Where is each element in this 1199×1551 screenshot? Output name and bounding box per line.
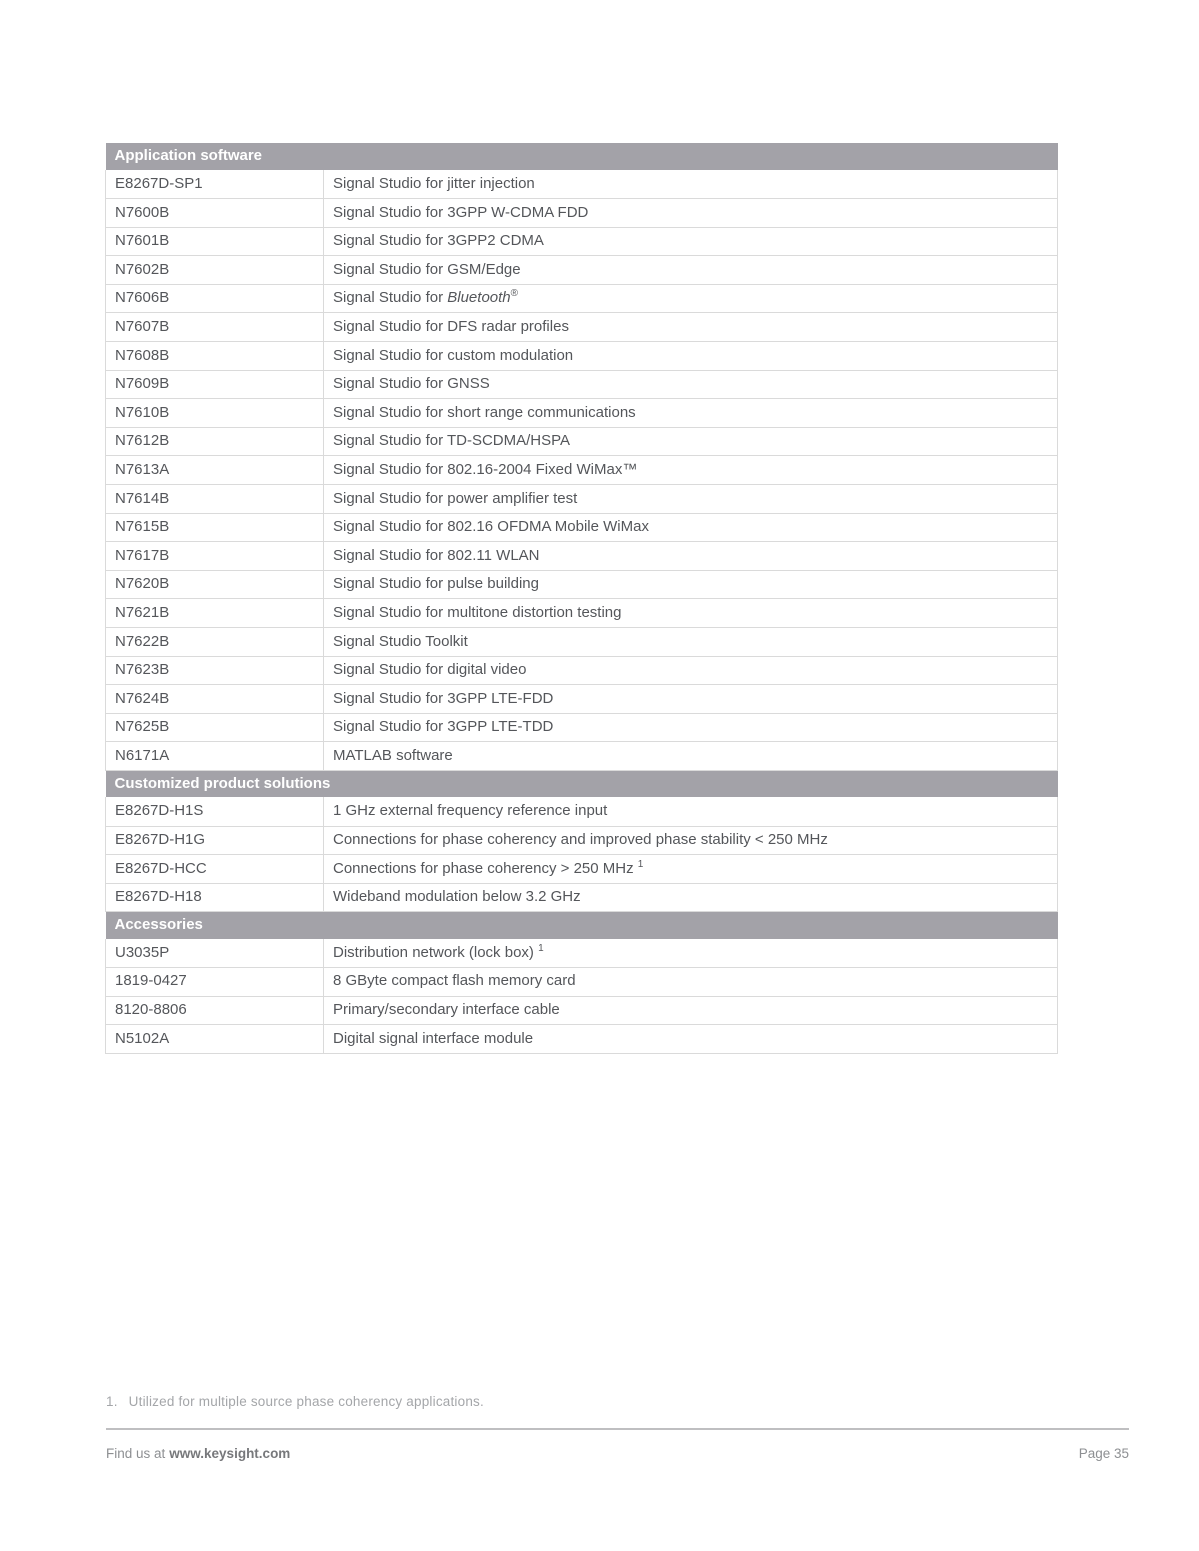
model-cell: N7623B [106,656,324,685]
section-header: Customized product solutions [106,770,1058,797]
section-header: Application software [106,143,1058,170]
table-row [106,427,1058,456]
description-cell [324,284,1058,313]
description-cell: Connections for phase coherency and improved phase stability < 250 MHz [324,826,1058,855]
description-cell: Signal Studio for 3GPP2 CDMA [324,227,1058,256]
model-cell: 8120-8806 [106,996,324,1025]
model-cell: N7622B [106,628,324,657]
model-cell: N7614B [106,485,324,514]
table-row [106,967,1058,996]
table-row [106,628,1058,657]
model-cell: N7606B [106,284,324,313]
footer-divider [106,1428,1129,1430]
table-row [106,227,1058,256]
table-row [106,656,1058,685]
footnote-marker: 1. [106,1394,118,1409]
model-cell: N7602B [106,256,324,285]
description-cell: Signal Studio for power amplifier test [324,485,1058,514]
model-cell: E8267D-HCC [106,855,324,884]
model-cell: N7610B [106,399,324,428]
keysight-url[interactable]: www.keysight.com [169,1446,291,1461]
model-cell: N7609B [106,370,324,399]
table-row [106,742,1058,771]
model-cell: N6171A [106,742,324,771]
table-row [106,996,1058,1025]
description-cell: Primary/secondary interface cable [324,996,1058,1025]
description-cell: Signal Studio for digital video [324,656,1058,685]
description-cell: Signal Studio for GSM/Edge [324,256,1058,285]
model-cell: N7601B [106,227,324,256]
section-header-row [106,770,1058,797]
model-cell: E8267D-H1G [106,826,324,855]
table-row [106,570,1058,599]
model-cell: N7624B [106,685,324,714]
table-row [106,939,1058,968]
description-cell: Signal Studio for 802.16 OFDMA Mobile WiMax [324,513,1058,542]
description-cell: Signal Studio for 3GPP LTE-FDD [324,685,1058,714]
product-options-table [105,143,1058,1054]
description-text-part: 1 [538,942,544,954]
model-cell: N7625B [106,713,324,742]
model-cell: N7617B [106,542,324,571]
section-header: Accessories [106,912,1058,939]
description-cell: Signal Studio for multitone distortion testing [324,599,1058,628]
description-text-part: 1 [637,858,644,870]
table-row [106,826,1058,855]
model-cell: N7613A [106,456,324,485]
description-cell: Signal Studio for pulse building [324,570,1058,599]
page-number: Page 35 [1078,1446,1129,1461]
model-cell: N7607B [106,313,324,342]
description-text-part: Distribution network (lock box) [333,943,539,961]
model-cell: E8267D-H1S [106,797,324,826]
model-cell: N7608B [106,342,324,371]
model-cell: E8267D-SP1 [106,170,324,199]
model-cell: N5102A [106,1025,324,1054]
page-footer [106,1446,1129,1461]
table-row [106,256,1058,285]
table-row [106,713,1058,742]
description-cell: Signal Studio Toolkit [324,628,1058,657]
model-cell: N7600B [106,199,324,228]
description-cell [324,855,1058,884]
table-row [106,313,1058,342]
description-text-part: ® [510,288,519,300]
description-cell: Digital signal interface module [324,1025,1058,1054]
table-row [106,542,1058,571]
table-row [106,399,1058,428]
model-cell: 1819-0427 [106,967,324,996]
description-cell: Signal Studio for 3GPP LTE-TDD [324,713,1058,742]
description-cell: Signal Studio for custom modulation [324,342,1058,371]
description-cell: Signal Studio for 802.11 WLAN [324,542,1058,571]
table-row [106,199,1058,228]
table-row [106,883,1058,912]
description-cell: Signal Studio for GNSS [324,370,1058,399]
section-header-row [106,912,1058,939]
description-cell: 8 GByte compact flash memory card [324,967,1058,996]
model-cell: N7612B [106,427,324,456]
table-row [106,284,1058,313]
table-row [106,456,1058,485]
table-row [106,685,1058,714]
description-text-part: Connections for phase coherency > 250 MHz [333,859,638,877]
table-row [106,370,1058,399]
description-text-part: Bluetooth [447,289,511,307]
footer-find-us-prefix: Find us at [106,1446,166,1461]
description-cell: Signal Studio for short range communications [324,399,1058,428]
description-cell: MATLAB software [324,742,1058,771]
description-cell: Signal Studio for DFS radar profiles [324,313,1058,342]
description-cell: Signal Studio for 3GPP W-CDMA FDD [324,199,1058,228]
footnote-text: Utilized for multiple source phase coherency applications. [128,1394,484,1409]
model-cell: N7621B [106,599,324,628]
section-header-row [106,143,1058,170]
table-row [106,855,1058,884]
model-cell: N7615B [106,513,324,542]
model-cell: E8267D-H18 [106,883,324,912]
description-text-part: Signal Studio for [333,289,448,307]
table-row [106,170,1058,199]
table-row [106,485,1058,514]
table-row [106,513,1058,542]
description-cell: Signal Studio for jitter injection [324,170,1058,199]
table-row [106,599,1058,628]
description-cell: Signal Studio for 802.16-2004 Fixed WiMax™ [324,456,1058,485]
footnote [106,1394,484,1409]
table-row [106,342,1058,371]
table-row [106,1025,1058,1054]
model-cell: U3035P [106,939,324,968]
description-cell: Signal Studio for TD-SCDMA/HSPA [324,427,1058,456]
footer-find-us [106,1446,290,1461]
table-row [106,797,1058,826]
model-cell: N7620B [106,570,324,599]
description-cell [324,939,1058,968]
description-cell: Wideband modulation below 3.2 GHz [324,883,1058,912]
description-cell: 1 GHz external frequency reference input [324,797,1058,826]
